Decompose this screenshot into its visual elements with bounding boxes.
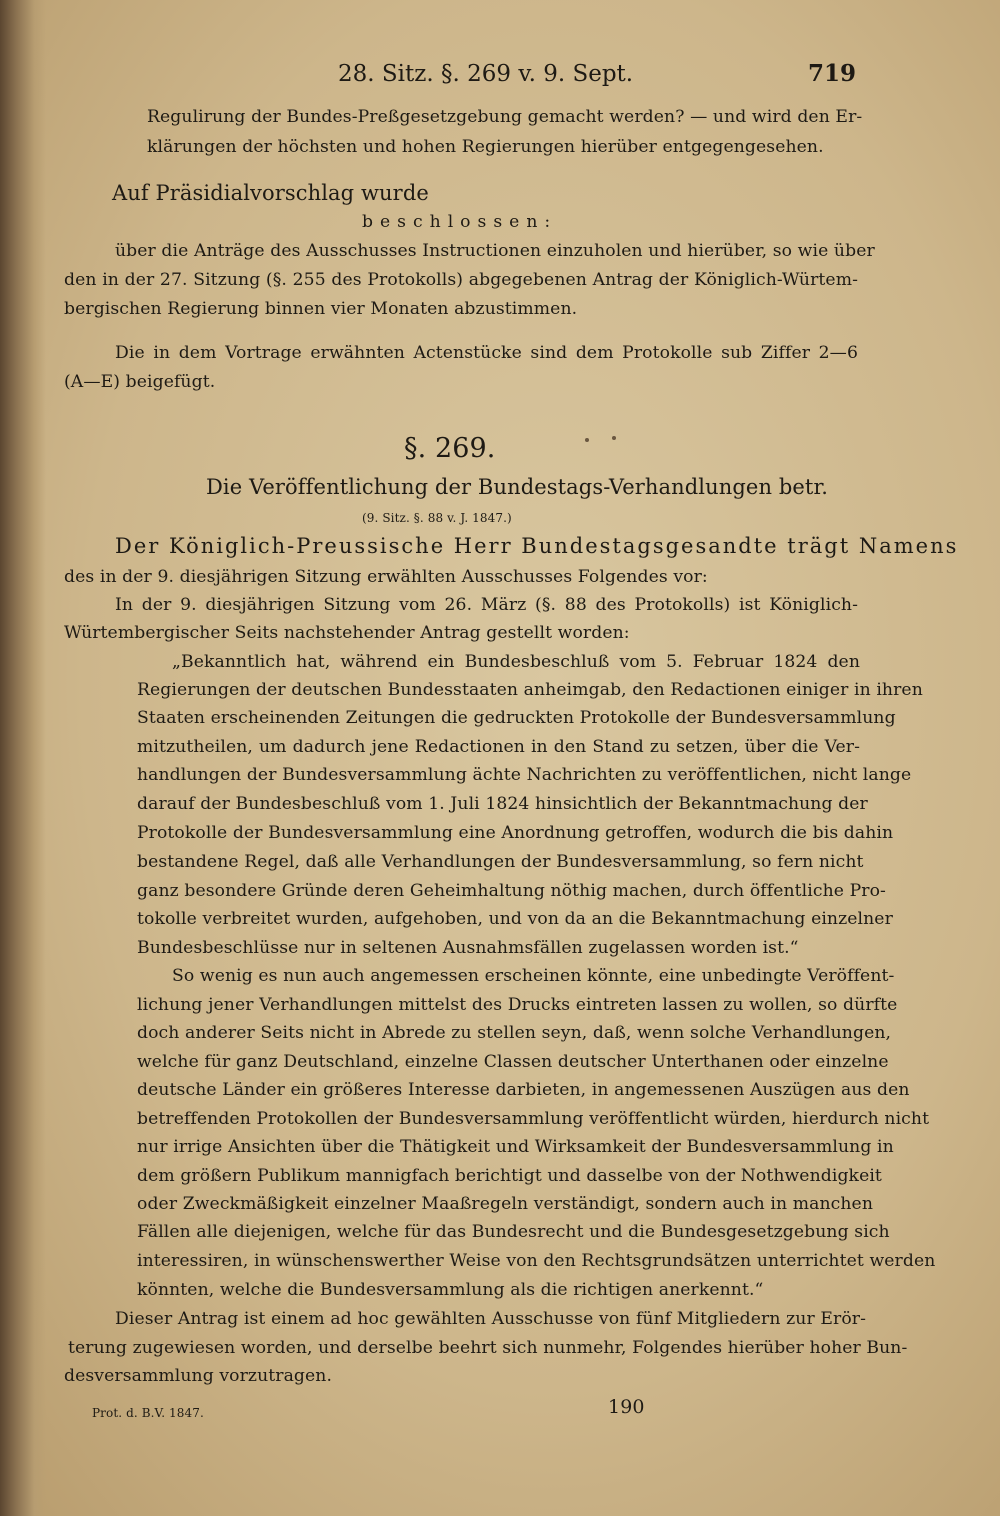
- text-line: dem größern Publikum mannigfach berichtigt und dasselbe von der Nothwendigkeit: [137, 1166, 882, 1186]
- text-line: tokolle verbreitet wurden, aufgehoben, und von da an die Bekanntmachung einzelner: [137, 909, 893, 929]
- text-line: nur irrige Ansichten über die Thätigkeit und Wirksamkeit der Bundesversammlung in: [137, 1137, 894, 1157]
- text-line: Fällen alle diejenigen, welche für das Bundesrecht und die Bundesgesetzgebung sich: [137, 1222, 890, 1242]
- text-line: desversammlung vorzutragen.: [64, 1366, 333, 1386]
- text-line: ganz besondere Gründe deren Geheimhaltung nöthig machen, durch öffentliche Pro-: [137, 881, 886, 901]
- text-line: Dieser Antrag ist einem ad hoc gewählten Ausschusse von fünf Mitgliedern zur Erör-: [115, 1309, 866, 1329]
- text-line: betreffenden Protokollen der Bundesversammlung veröffentlicht würden, hierdurch nicht: [137, 1109, 930, 1129]
- resolution-word: beschlossen:: [362, 212, 558, 232]
- text-line: In der 9. diesjährigen Sitzung vom 26. März (§. 88 des Protokolls) ist Königlich-: [115, 595, 858, 615]
- text-line: bergischen Regierung binnen vier Monaten abzustimmen.: [64, 299, 578, 319]
- text-line: (A—E) beigefügt.: [64, 372, 216, 392]
- resolution-intro: Auf Präsidialvorschlag wurde: [112, 181, 429, 205]
- section-number: §. 269.: [404, 433, 496, 464]
- text-line: den in der 27. Sitzung (§. 255 des Protokolls) abgegebenen Antrag der Königlich-Würtem-: [64, 270, 858, 290]
- text-line: darauf der Bundesbeschluß vom 1. Juli 1824 hinsichtlich der Bekanntmachung der: [137, 794, 868, 814]
- text-line: Die in dem Vortrage erwähnten Actenstücke sind dem Protokolle sub Ziffer 2—6: [115, 343, 858, 363]
- text-line: So wenig es nun auch angemessen erscheinen könnte, eine unbedingte Veröffent-: [172, 966, 895, 986]
- signature-mark: Prot. d. B.V. 1847.: [92, 1406, 204, 1420]
- text-line: Regulirung der Bundes-Preßgesetzgebung gemacht werden? — und wird den Er-: [147, 107, 863, 127]
- text-line: Staaten erscheinenden Zeitungen die gedruckten Protokolle der Bundesversammlung: [137, 708, 896, 728]
- text-line: doch anderer Seits nicht in Abrede zu stellen seyn, daß, wenn solche Verhandlungen,: [137, 1023, 892, 1043]
- text-line: handlungen der Bundesversammlung ächte Nachrichten zu veröffentlichen, nicht lange: [137, 765, 912, 785]
- text-line: mitzutheilen, um dadurch jene Redactionen in den Stand zu setzen, über die Ver-: [137, 737, 860, 757]
- text-line: Protokolle der Bundesversammlung eine Anordnung getroffen, wodurch die bis dahin: [137, 823, 894, 843]
- text-line: über die Anträge des Ausschusses Instructionen einzuholen und hierüber, so wie über: [115, 241, 875, 261]
- page-number: 719: [808, 60, 857, 87]
- text-line: interessiren, in wünschenswerther Weise von den Rechtsgrundsätzen unterrichtet werden: [137, 1251, 936, 1271]
- book-gutter: [0, 0, 46, 1516]
- text-line: klärungen der höchsten und hohen Regierungen hierüber entgegengesehen.: [147, 137, 824, 157]
- text-line: Bundesbeschlüsse nur in seltenen Ausnahmsfällen zugelassen worden ist.“: [137, 938, 799, 958]
- text-line: des in der 9. diesjährigen Sitzung erwählten Ausschusses Folgendes vor:: [64, 567, 708, 587]
- text-line: bestandene Regel, daß alle Verhandlungen der Bundesversammlung, so fern nicht: [137, 852, 864, 872]
- text-line: Würtembergischer Seits nachstehender Antrag gestellt worden:: [64, 623, 630, 643]
- paper-speck: [612, 436, 616, 440]
- running-title: 28. Sitz. §. 269 v. 9. Sept.: [338, 61, 634, 87]
- text-line: „Bekanntlich hat, während ein Bundesbeschluß vom 5. Februar 1824 den: [172, 652, 860, 672]
- sheet-number: 190: [608, 1396, 645, 1418]
- text-line: deutsche Länder ein größeres Interesse darbieten, in angemessenen Auszügen aus den: [137, 1080, 910, 1100]
- section-reference: (9. Sitz. §. 88 v. J. 1847.): [362, 511, 512, 525]
- text-line: welche für ganz Deutschland, einzelne Classen deutscher Unterthanen oder einzelne: [137, 1052, 889, 1072]
- text-line: terung zugewiesen worden, und derselbe beehrt sich nunmehr, Folgendes hierüber hoher Bun-: [68, 1338, 908, 1358]
- paper-speck: [585, 438, 589, 442]
- text-line: lichung jener Verhandlungen mittelst des Drucks eintreten lassen zu wollen, so dürfte: [137, 995, 898, 1015]
- text-line: könnten, welche die Bundesversammlung als die richtigen anerkennt.“: [137, 1280, 764, 1300]
- text-line: oder Zweckmäßigkeit einzelner Maaßregeln verständigt, sondern auch in manchen: [137, 1194, 873, 1214]
- section-title: Die Veröffentlichung der Bundestags-Verhandlungen betr.: [206, 475, 829, 499]
- text-line: Der Königlich-Preussische Herr Bundestagsgesandte trägt Namens: [115, 534, 959, 558]
- text-line: Regierungen der deutschen Bundesstaaten anheimgab, den Redactionen einiger in ihren: [137, 680, 923, 700]
